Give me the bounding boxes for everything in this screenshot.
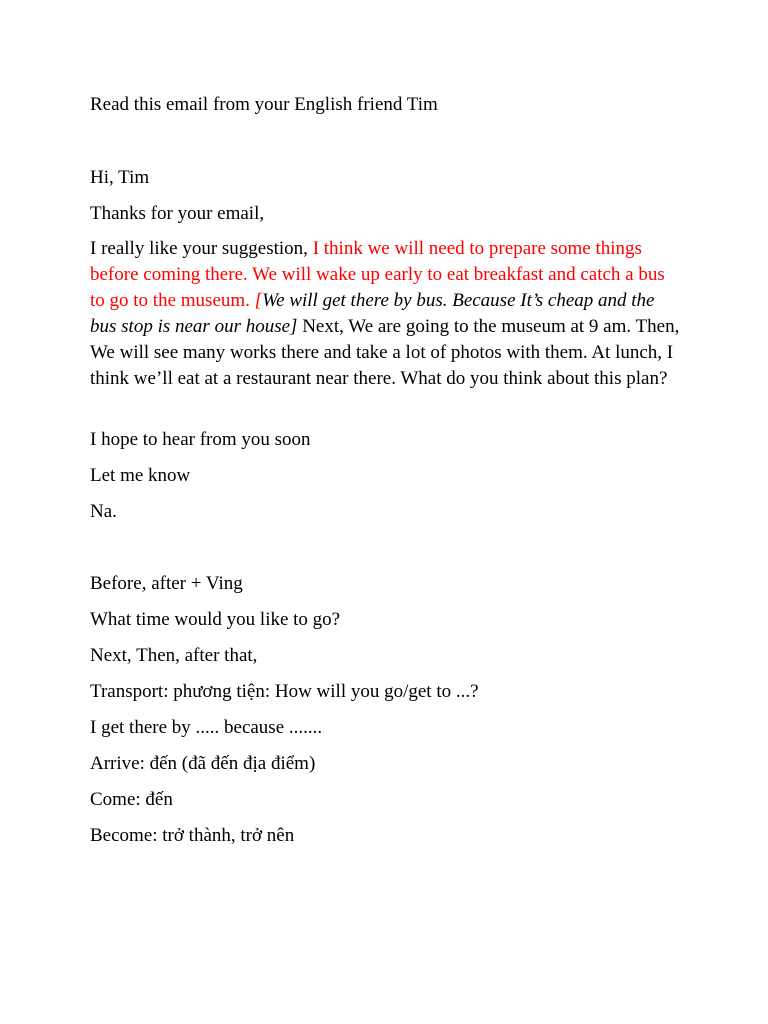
intro-instruction: Read this email from your English friend Tim xyxy=(90,94,438,115)
note-line: Arrive: đến (đã đến địa điểm) xyxy=(90,753,316,774)
note-line: Next, Then, after that, xyxy=(90,645,258,666)
email-hope-line: I hope to hear from you soon xyxy=(90,429,311,450)
note-line: Come: đến xyxy=(90,789,173,810)
email-thanks-line: Thanks for your email, xyxy=(90,203,265,224)
body-start-text: I really like your suggestion, xyxy=(90,238,313,259)
note-line: Transport: phương tiện: How will you go/get to ...? xyxy=(90,681,479,702)
email-let-me-know: Let me know xyxy=(90,465,191,486)
note-line: I get there by ..... because ....... xyxy=(90,717,323,738)
email-body-paragraph xyxy=(90,236,680,392)
note-line: Before, after + Ving xyxy=(90,573,243,594)
email-greeting: Hi, Tim xyxy=(90,167,150,188)
body-rest-text: Next, We are going to the museum at 9 am. Then, We will see many works there and take a lot of photos with them. At lunch, I think we’ll eat at a restaurant near there. What do you think about this plan? xyxy=(90,316,680,389)
body-bracket-open: [ xyxy=(254,290,263,311)
note-line: Become: trở thành, trở nên xyxy=(90,825,295,846)
note-line: What time would you like to go? xyxy=(90,609,341,630)
email-signature: Na. xyxy=(90,501,117,522)
body-highlighted-text: I think we will need to prepare some things before coming there. We will wake up early to eat breakfast and catch a bus to go to the museum. xyxy=(90,238,665,311)
body-italic-note: We will get there by bus. Because It’s cheap and the bus stop is near our house] xyxy=(90,290,655,337)
